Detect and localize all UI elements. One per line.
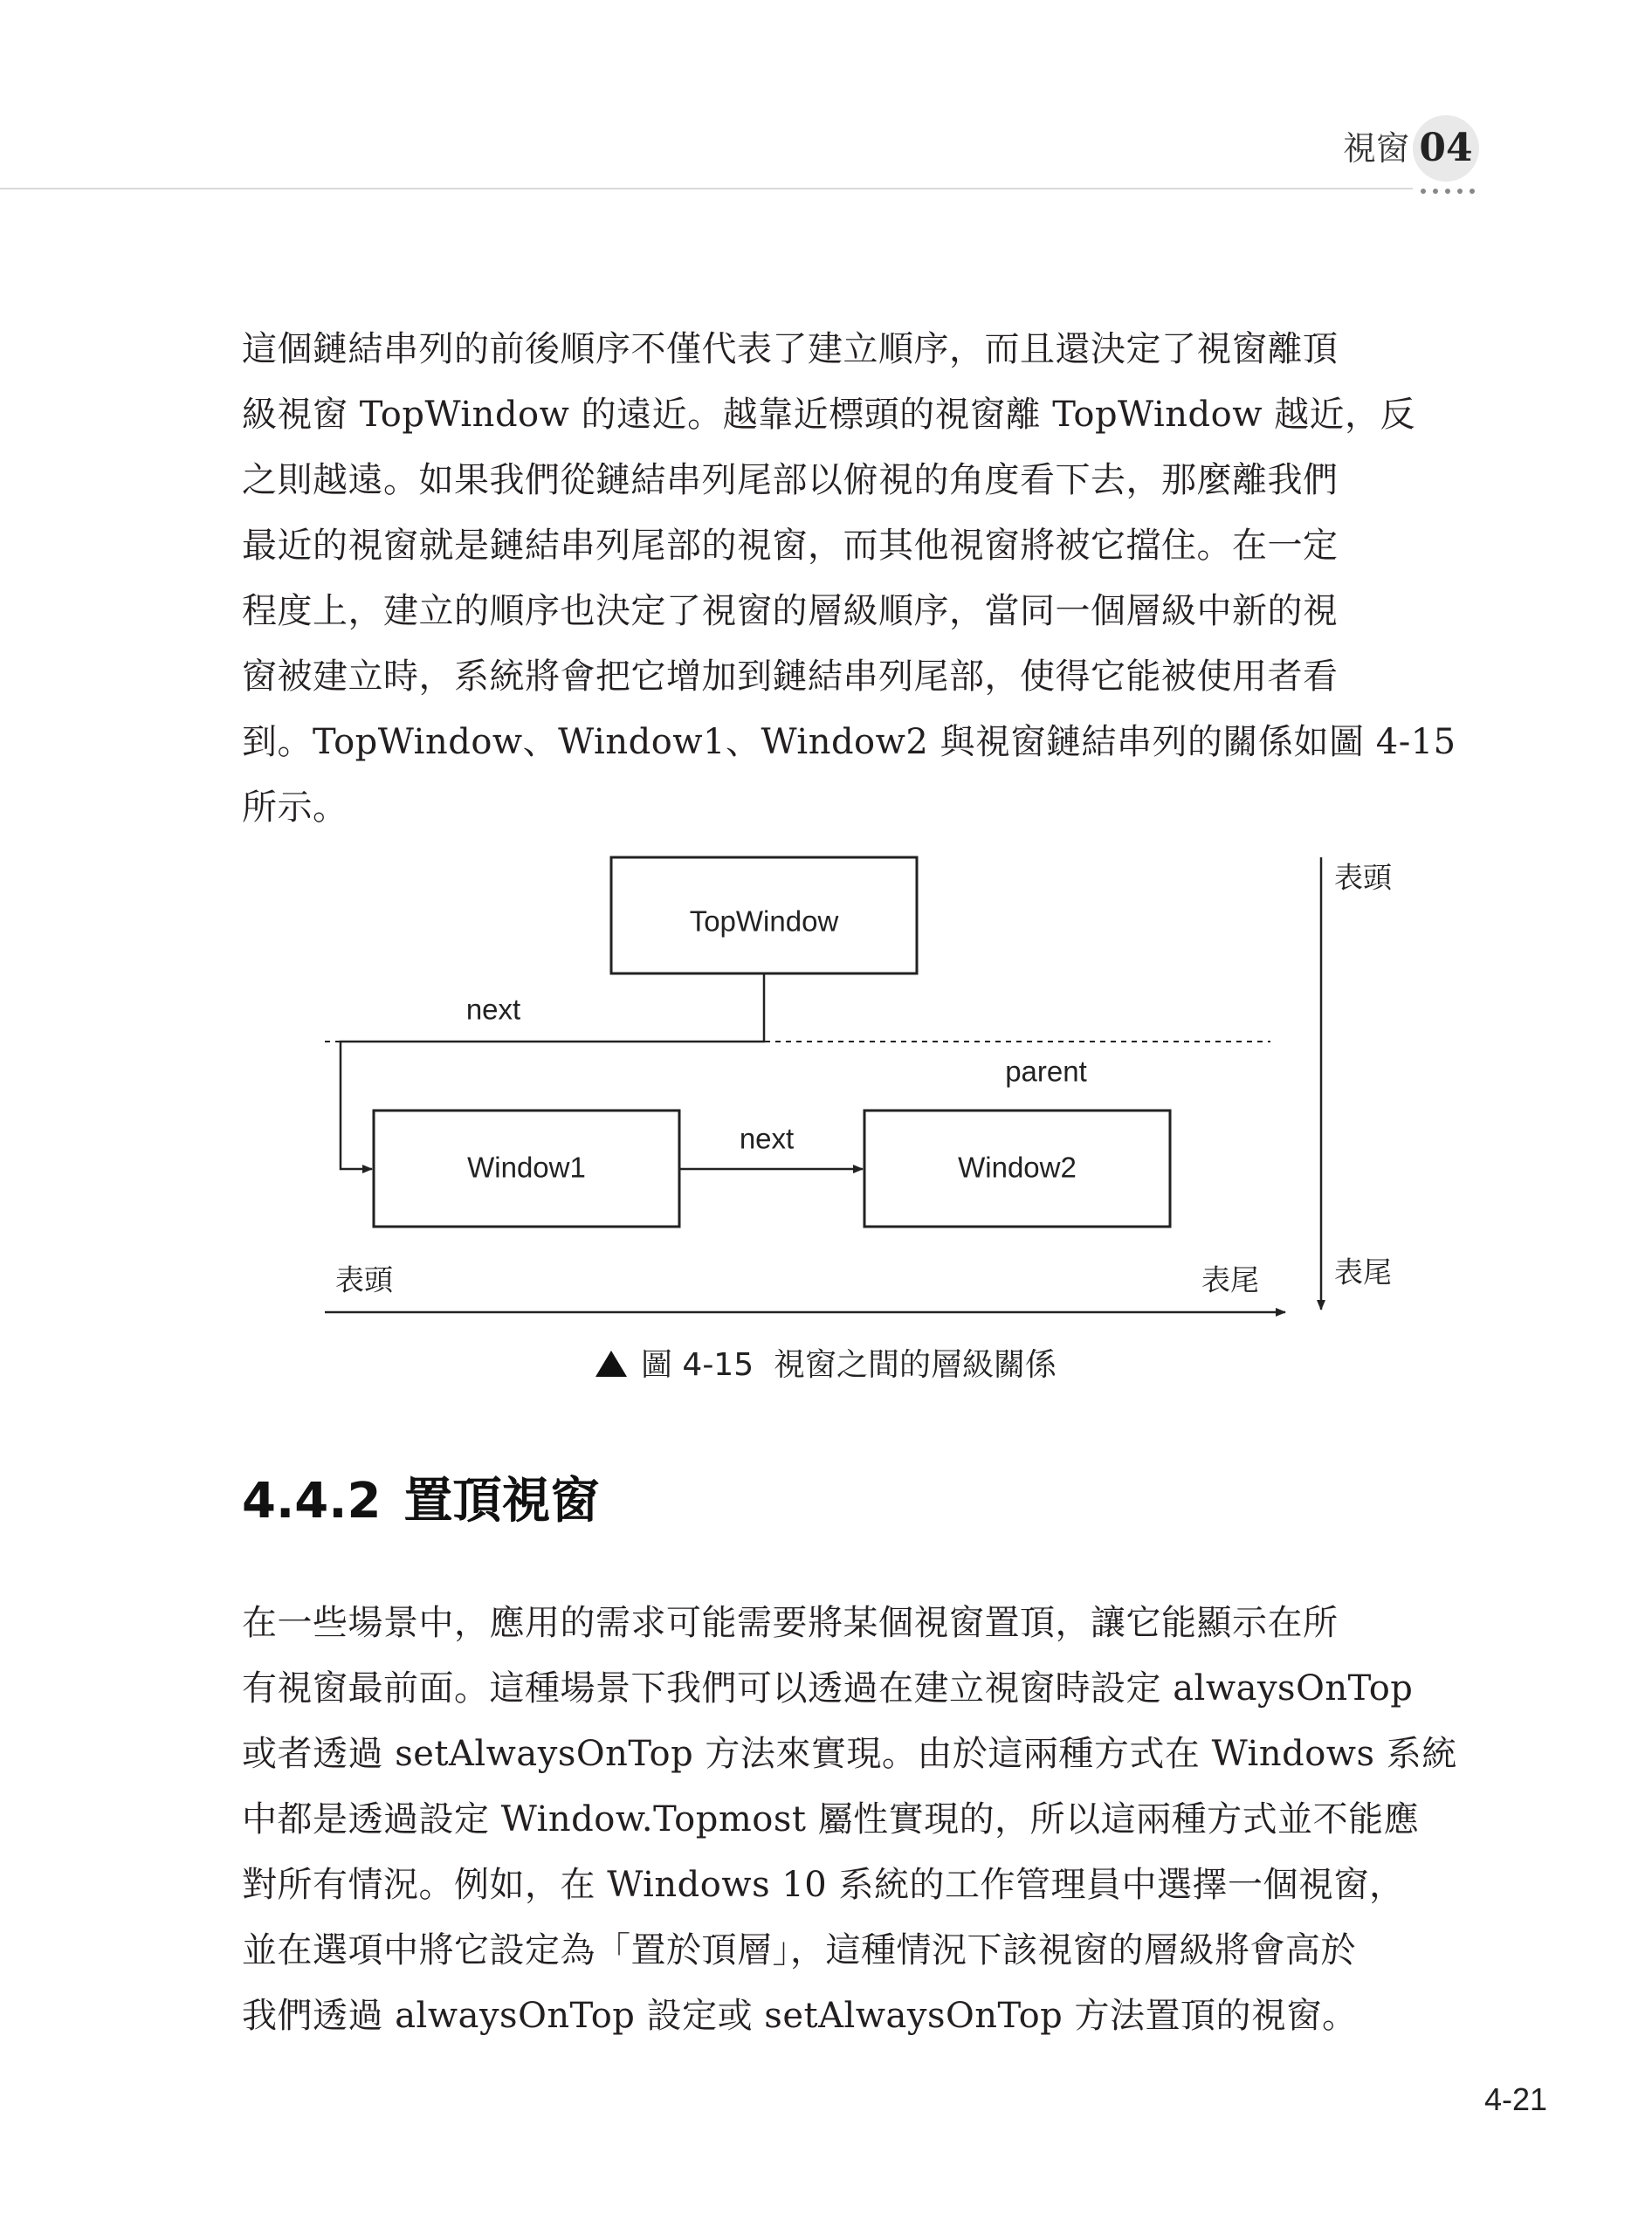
paragraph-intro: [242, 317, 1469, 841]
figure-caption-text: 視窗之間的層級關係: [774, 1347, 1057, 1383]
header-rule: [0, 188, 1413, 189]
chapter-number-badge: 04: [1413, 115, 1479, 182]
text-line: 有視窗最前面。這種場景下我們可以透過在建立視窗時設定 alwaysOnTop: [242, 1668, 1414, 1709]
text-line: 窗被建立時，系統將會把它增加到鏈結串列尾部，使得它能被使用者看: [242, 657, 1339, 697]
tail-label-vertical: 表尾: [1334, 1255, 1392, 1289]
section-heading: [242, 1467, 599, 1537]
text-line: 到。TopWindow、Window1、Window2 與視窗鏈結串列的關係如圖 4-15: [242, 722, 1456, 762]
text-line: 並在選項中將它設定為「置於頂層」，這種情況下該視窗的層級將會高於: [242, 1930, 1356, 1970]
triangle-icon: [595, 1351, 627, 1377]
text-line: 最近的視窗就是鏈結串列尾部的視窗，而其他視窗將被它擋住。在一定: [242, 526, 1339, 566]
parent-label: parent: [1005, 1055, 1087, 1088]
text-line: 或者透過 setAlwaysOnTop 方法來實現。由於這兩種方式在 Windows 系統: [242, 1734, 1457, 1774]
page-number: 4-21: [1483, 2081, 1547, 2117]
text-line: 我們透過 alwaysOnTop 設定或 setAlwaysOnTop 方法置頂的視窗。: [242, 1996, 1358, 2036]
window2-label: Window2: [958, 1151, 1077, 1184]
chapter-header-title: 視窗: [1342, 129, 1409, 168]
text-line: 對所有情況。例如，在 Windows 10 系統的工作管理員中選擇一個視窗，: [242, 1865, 1405, 1905]
text-line: 所示。: [242, 787, 348, 828]
header-dots: [1421, 181, 1482, 189]
section-title: 置頂視窗: [403, 1473, 600, 1530]
text-line: 這個鏈結串列的前後順序不僅代表了建立順序，而且還決定了視窗離頂: [242, 329, 1339, 369]
text-line: 在一些場景中，應用的需求可能需要將某個視窗置頂，讓它能顯示在所: [242, 1603, 1339, 1643]
text-line: 程度上，建立的順序也決定了視窗的層級順序，當同一個層級中新的視: [242, 591, 1339, 631]
figure-number: 圖 4-15: [640, 1347, 754, 1383]
tail-label-horizontal: 表尾: [1201, 1263, 1259, 1296]
window-hierarchy-diagram: [0, 838, 1652, 1327]
figure-caption: [0, 1340, 1652, 1385]
next-label-mid: next: [739, 1122, 795, 1155]
paragraph-always-on-top: [242, 1591, 1469, 2049]
head-label-vertical: 表頭: [1334, 861, 1392, 894]
text-line: 級視窗 TopWindow 的遠近。越靠近標頭的視窗離 TopWindow 越近，反: [242, 395, 1416, 435]
head-label-horizontal: 表頭: [335, 1263, 393, 1296]
text-line: 之則越遠。如果我們從鏈結串列尾部以俯視的角度看下去，那麼離我們: [242, 460, 1339, 500]
window1-label: Window1: [467, 1151, 586, 1184]
next-label-top: next: [465, 993, 521, 1026]
text-line: 中都是透過設定 Window.Topmost 屬性實現的，所以這兩種方式並不能應: [242, 1799, 1420, 1840]
section-number: 4.4.2: [242, 1473, 382, 1530]
top-window-label: TopWindow: [689, 904, 839, 938]
